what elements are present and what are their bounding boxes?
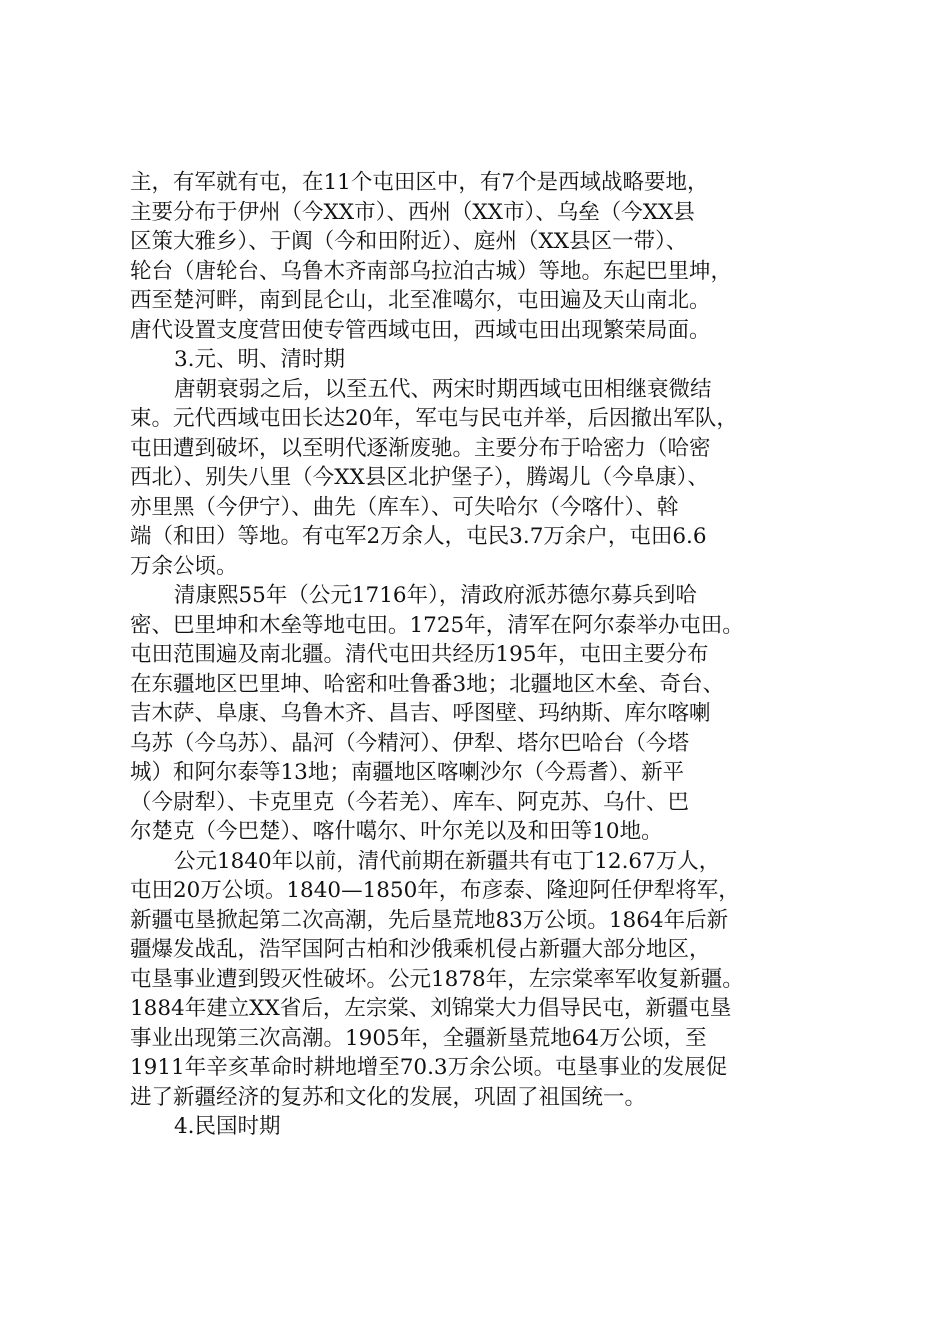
text-line: （今尉犁）、卡克里克（今若羌）、库车、阿克苏、乌什、巴 <box>130 789 690 815</box>
text-line: 端（和田）等地。有屯军2万余人，屯民3.7万余户，屯田6.6 <box>130 524 707 549</box>
text-line: 城）和阿尔泰等13地；南疆地区喀喇沙尔（今焉耆）、新平 <box>130 760 685 785</box>
text-line: 万余公顷。 <box>130 553 238 579</box>
text-line: 西北）、别失八里（今XX县区北护堡子），腾竭儿（今阜康）、 <box>130 465 709 490</box>
text-line: 尔楚克（今巴楚）、喀什噶尔、叶尔羌以及和田等10地。 <box>130 819 663 844</box>
section-heading: 4.民国时期 <box>174 1114 281 1139</box>
text-line: 西至楚河畔，南到昆仑山，北至准噶尔，屯田遍及天山南北。 <box>130 288 711 313</box>
text-line: 屯田20万公顷。1840—1850年，布彦泰、隆迎阿任伊犁将军， <box>130 878 740 903</box>
text-line: 唐代设置支度营田使专管西域屯田，西域屯田出现繁荣局面。 <box>130 317 711 343</box>
text-line: 吉木萨、阜康、乌鲁木齐、昌吉、呼图壁、玛纳斯、库尔喀喇 <box>130 701 711 726</box>
text-line: 区策大雅乡）、于阗（今和田附近）、庭州（XX县区一带）、 <box>130 229 688 254</box>
paragraph-first-line: 公元1840年以前，清代前期在新疆共有屯丁12.67万人， <box>174 848 721 874</box>
paragraph-first-line: 唐朝衰弱之后，以至五代、两宋时期西域屯田相继衰微结 <box>174 376 712 402</box>
text-line: 主，有军就有屯，在11个屯田区中，有7个是西域战略要地， <box>130 170 709 195</box>
paragraph-first-line: 清康熙55年（公元1716年），清政府派苏德尔募兵到哈 <box>174 583 697 608</box>
document-body <box>130 168 830 1142</box>
text-line: 1884年建立XX省后，左宗棠、刘锦棠大力倡导民屯，新疆屯垦 <box>130 996 732 1021</box>
text-line: 乌苏（今乌苏）、晶河（今精河）、伊犁、塔尔巴哈台（今塔 <box>130 730 690 756</box>
section-heading: 3.元、明、清时期 <box>174 347 346 372</box>
text-line: 在东疆地区巴里坤、哈密和吐鲁番3地；北疆地区木垒、奇台、 <box>130 671 725 697</box>
text-line: 束。元代西域屯田长达20年，军屯与民屯并举，后因撤出军队， <box>130 406 738 431</box>
text-line: 1911年辛亥革命时耕地增至70.3万余公顷。屯垦事业的发展促 <box>130 1055 728 1080</box>
text-line: 屯田范围遍及南北疆。清代屯田共经历195年，屯田主要分布 <box>130 642 709 667</box>
text-line: 屯田遭到破坏，以至明代逐渐废驰。主要分布于哈密力（哈密 <box>130 435 711 461</box>
text-line: 轮台（唐轮台、乌鲁木齐南部乌拉泊古城）等地。东起巴里坤， <box>130 258 733 284</box>
text-line: 屯垦事业遭到毁灭性破坏。公元1878年，左宗棠率军收复新疆。 <box>130 966 744 992</box>
text-line: 疆爆发战乱，浩罕国阿古柏和沙俄乘机侵占新疆大部分地区， <box>130 937 711 962</box>
text-line: 进了新疆经济的复苏和文化的发展，巩固了祖国统一。 <box>130 1084 647 1110</box>
text-line: 密、巴里坤和木垒等地屯田。1725年，清军在阿尔泰举办屯田。 <box>130 612 744 638</box>
text-line: 主要分布于伊州（今XX市）、西州（XX市）、乌垒（今XX县 <box>130 199 695 225</box>
text-line: 新疆屯垦掀起第二次高潮，先后垦荒地83万公顷。1864年后新 <box>130 907 729 933</box>
text-line: 亦里黑（今伊宁）、曲先（库车）、可失哈尔（今喀什）、斡 <box>130 494 679 520</box>
text-line: 事业出现第三次高潮。1905年，全疆新垦荒地64万公顷，至 <box>130 1025 707 1051</box>
